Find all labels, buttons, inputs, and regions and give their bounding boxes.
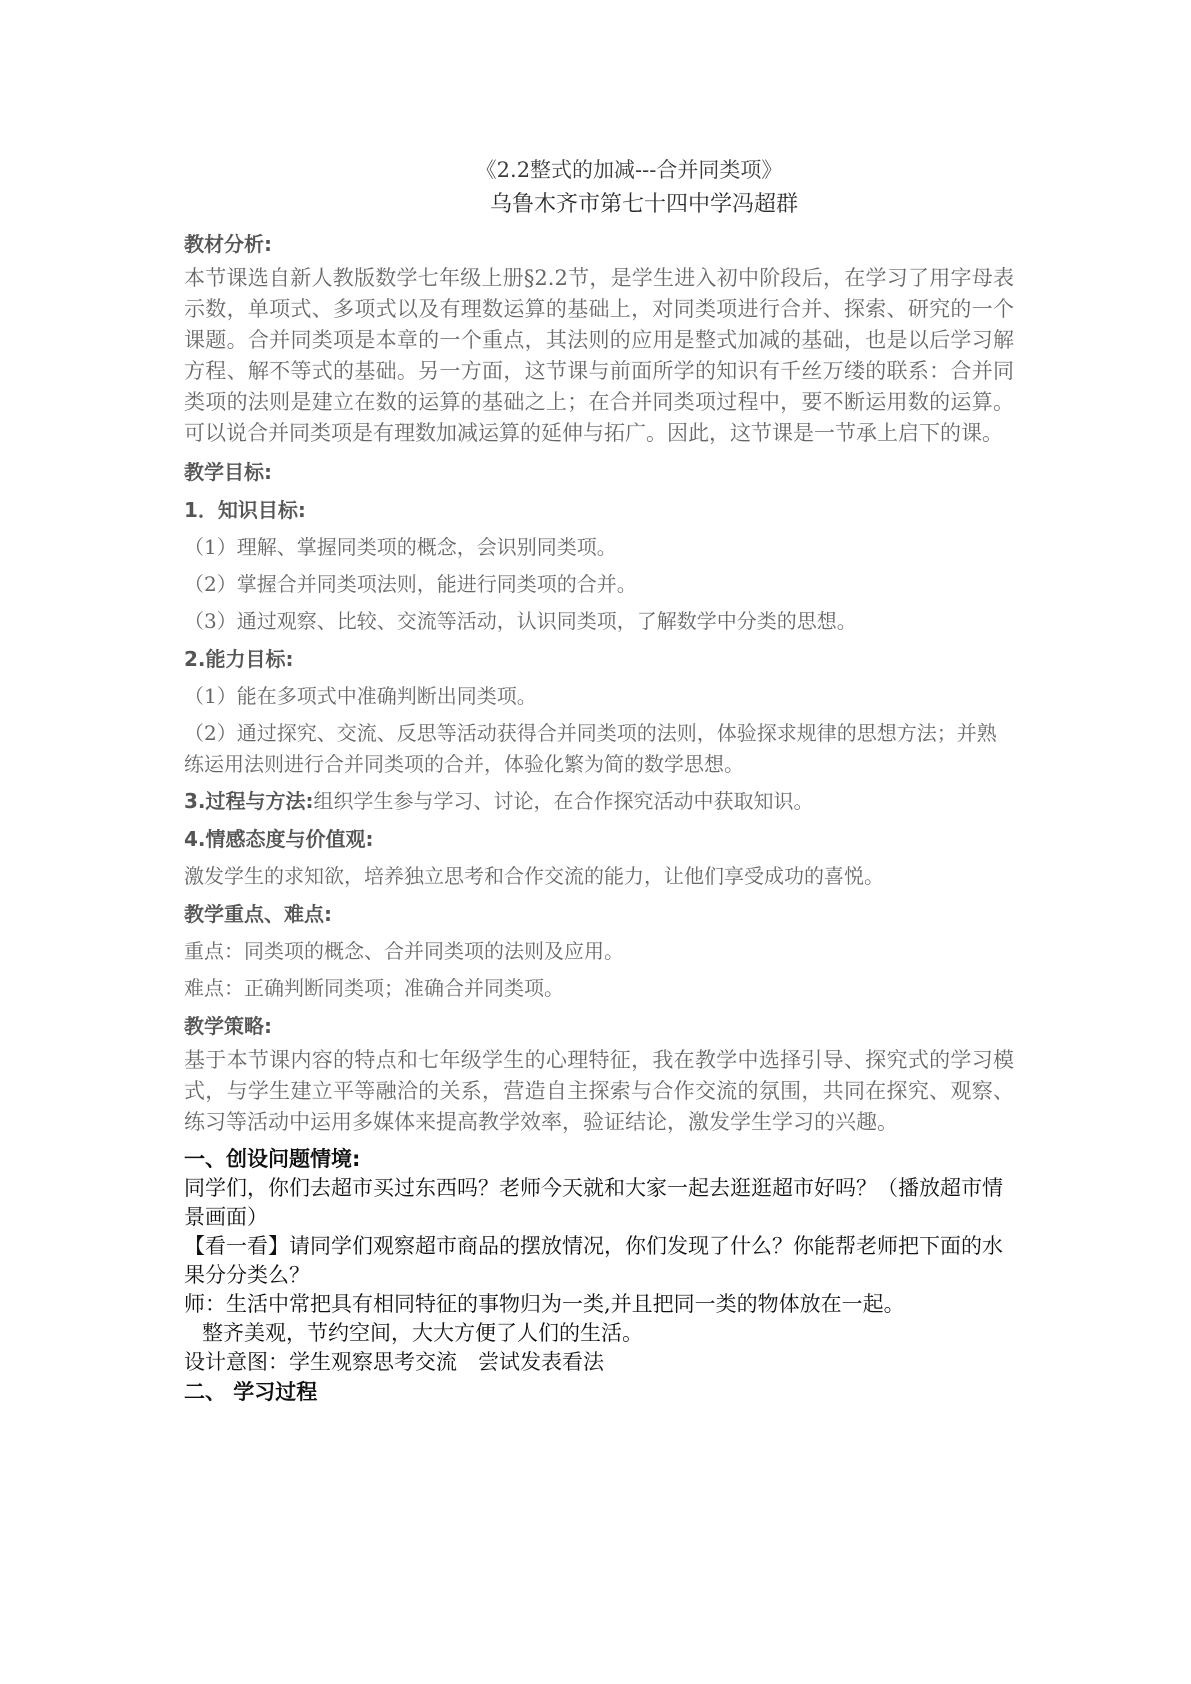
scenario-paragraph-3: 师：生活中常把具有相同特征的事物归为一类,并且把同一类的物体放在一起。 bbox=[184, 1292, 905, 1316]
knowledge-item-1: （1）理解、掌握同类项的概念，会识别同类项。 bbox=[184, 535, 617, 559]
difficult-point-text: 难点：正确判断同类项；准确合并同类项。 bbox=[184, 976, 564, 1000]
scenario-design-intent: 设计意图：学生观察思考交流 尝试发表看法 bbox=[184, 1350, 604, 1374]
ability-item-2: （2）通过探究、交流、反思等活动获得合并同类项的法则，体验探求规律的思想方法；并熟练运用法则进行合并同类项的合并，体验化繁为简的数学思想。 bbox=[184, 721, 997, 776]
strategy-body: 基于本节课内容的特点和七年级学生的心理特征，我在教学中选择引导、探究式的学习模式，与学生建立平等融洽的关系，营造自主探索与合作交流的氛围，共同在探究、观察、练习等活动中运用多媒体来提高教学效率，验证结论，激发学生学习的兴趣。 bbox=[184, 1048, 1014, 1134]
process-method-text: 组织学生参与学习、讨论，在合作探究活动中获取知识。 bbox=[313, 789, 814, 813]
heading-scenario: 一、创设问题情境: bbox=[184, 1147, 361, 1171]
heading-process-method: 3.过程与方法: bbox=[184, 789, 314, 813]
heading-textbook-analysis: 教材分析: bbox=[184, 232, 272, 256]
scenario-paragraph-4: 整齐美观，节约空间，大大方便了人们的生活。 bbox=[202, 1321, 643, 1345]
emotion-values-text: 激发学生的求知欲，培养独立思考和合作交流的能力，让他们享受成功的喜悦。 bbox=[184, 864, 884, 888]
knowledge-item-3: （3）通过观察、比较、交流等活动，认识同类项，了解数学中分类的思想。 bbox=[184, 609, 857, 633]
heading-strategy: 教学策略: bbox=[184, 1014, 272, 1038]
textbook-analysis-body: 本节课选自新人教版数学七年级上册§2.2节，是学生进入初中阶段后，在学习了用字母表示数，单项式、多项式以及有理数运算的基础上，对同类项进行合并、探索、研究的一个课题。合并同类项是本章的一个重点，其法则的应用是整式加减的基础，也是以后学习解方程、解不等式的基础。另一方面，这节课与前面所学的知识有千丝万缕的联系：合并同类项的法则是建立在数的运算的基础之上；在合并同类项过程中，要不断运用数的运算。可以说合并同类项是有理数加减运算的延伸与拓广。因此，这节课是一节承上启下的课。 bbox=[184, 266, 1014, 445]
heading-knowledge-objectives: 1．知识目标: bbox=[184, 498, 306, 522]
heading-objectives: 教学目标: bbox=[184, 460, 272, 484]
doc-title: 《2.2整式的加减---合并同类项》 bbox=[475, 158, 783, 182]
key-point-text: 重点：同类项的概念、合并同类项的法则及应用。 bbox=[184, 939, 624, 963]
scenario-paragraph-1: 同学们，你们去超市买过东西吗？老师今天就和大家一起去逛逛超市好吗？（播放超市情景画面） bbox=[184, 1176, 1003, 1229]
doc-author: 乌鲁木齐市第七十四中学冯超群 bbox=[489, 192, 798, 217]
heading-ability-objectives: 2.能力目标: bbox=[184, 647, 294, 671]
process-method-line bbox=[184, 783, 1014, 820]
document-content bbox=[184, 153, 1014, 1407]
knowledge-item-2: （2）掌握合并同类项法则，能进行同类项的合并。 bbox=[184, 572, 637, 596]
ability-item-1: （1）能在多项式中准确判断出同类项。 bbox=[184, 684, 537, 708]
heading-emotion-values: 4.情感态度与价值观: bbox=[184, 827, 374, 851]
heading-key-points: 教学重点、难点: bbox=[184, 902, 332, 926]
heading-learning-process: 二、 学习过程 bbox=[184, 1380, 318, 1404]
scenario-paragraph-2: 【看一看】请同学们观察超市商品的摆放情况，你们发现了什么？你能帮老师把下面的水果分分类么？ bbox=[184, 1234, 1003, 1287]
